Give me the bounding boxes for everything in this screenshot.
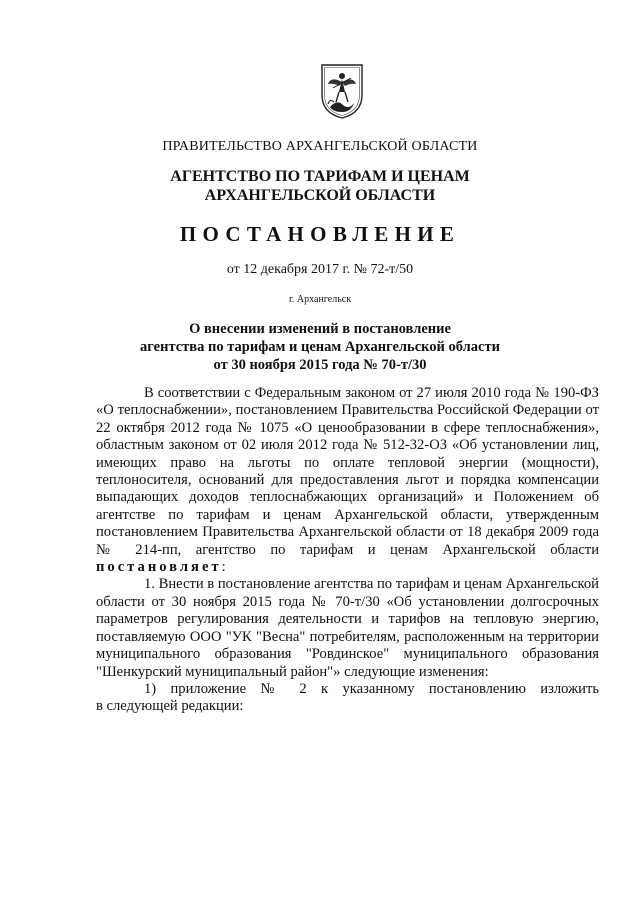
city-name: г. Архангельск [288,294,352,305]
item-1-paragraph: 1. Внести в постановление агентства по тарифам и ценам Архангельской области от 30 ноября 2015 года № 70-т/30 «Об установлении долгосрочных параметров регулирования деятельности и тарифов на тепловую энергию, поставляемую ООО "УК "Весна" потребителям, расположенным на территории муниципального образования "Ровдинское" муниципального образования "Шенкурский муниципальный район"» следующие изменения: [96,576,599,680]
agency-name-line-2: АРХАНГЕЛЬСКОЙ ОБЛАСТИ [204,187,436,204]
preamble-text: В соответствии с Федеральным законом от 27 июля 2010 года № 190-ФЗ «О теплоснабжении», постановлением Правительства Российской Федерации от 22 октября 2012 года № 1075 «О ценообразовании в сфере теплоснабжения», областным законом от 02 июля 2012 года № 512-32-ОЗ «Об установлении лиц, имеющих право на льготы по оплате тепловой энергии (мощности), теплоносителя, оснований для предоставления льгот и порядка компенсации выпадающих доходов теплоснабжающих организаций» и Положением об агентстве по тарифам и ценам Архангельской области, утвержденным постановлением Правительства Архангельской области от 18 декабря 2009 года № 214-пп, агентство по тарифам и ценам Архангельской области [96,385,599,558]
resolves-word: постановляет [96,559,222,576]
agency-name [0,167,640,205]
decree-subject [0,320,640,374]
decree-date-number: от 12 декабря 2017 г. № 72-т/50 [226,262,414,277]
subject-line-1: О внесении изменений в постановление [189,321,451,337]
preamble-paragraph: В соответствии с Федеральным законом от 27 июля 2010 года № 190-ФЗ «О теплоснабжении», постановлением Правительства Российской Федерации от 22 октября 2012 года № 1075 «О ценообразовании в сфере теплоснабжения», областным законом от 02 июля 2012 года № 512-32-ОЗ «Об установлении лиц, имеющих право на льготы по оплате тепловой энергии (мощности), теплоносителя, оснований для предоставления льгот и порядка компенсации выпадающих доходов теплоснабжающих организаций» и Положением об агентстве по тарифам и ценам Архангельской области, утвержденным постановлением Правительства Архангельской области от 18 декабря 2009 года № 214-пп, агентство по тарифам и ценам Архангельской области постановляет: [96,385,599,576]
document-type-title: ПОСТАНОВЛЕНИЕ [179,222,461,246]
coat-of-arms-icon [319,62,365,120]
agency-name-line-1: АГЕНТСТВО ПО ТАРИФАМ И ЦЕНАМ [170,168,470,185]
government-name: ПРАВИТЕЛЬСТВО АРХАНГЕЛЬСКОЙ ОБЛАСТИ [162,139,478,154]
decree-body [96,385,599,716]
subject-line-2: агентства по тарифам и ценам Архангельской области [140,339,500,355]
subitem-1-line-1: 1) приложение № 2 к указанному постановлению изложить [144,680,599,697]
subject-line-3: от 30 ноября 2015 года № 70-т/30 [213,357,427,373]
subitem-1-line-2: в следующей редакции: [96,698,244,715]
